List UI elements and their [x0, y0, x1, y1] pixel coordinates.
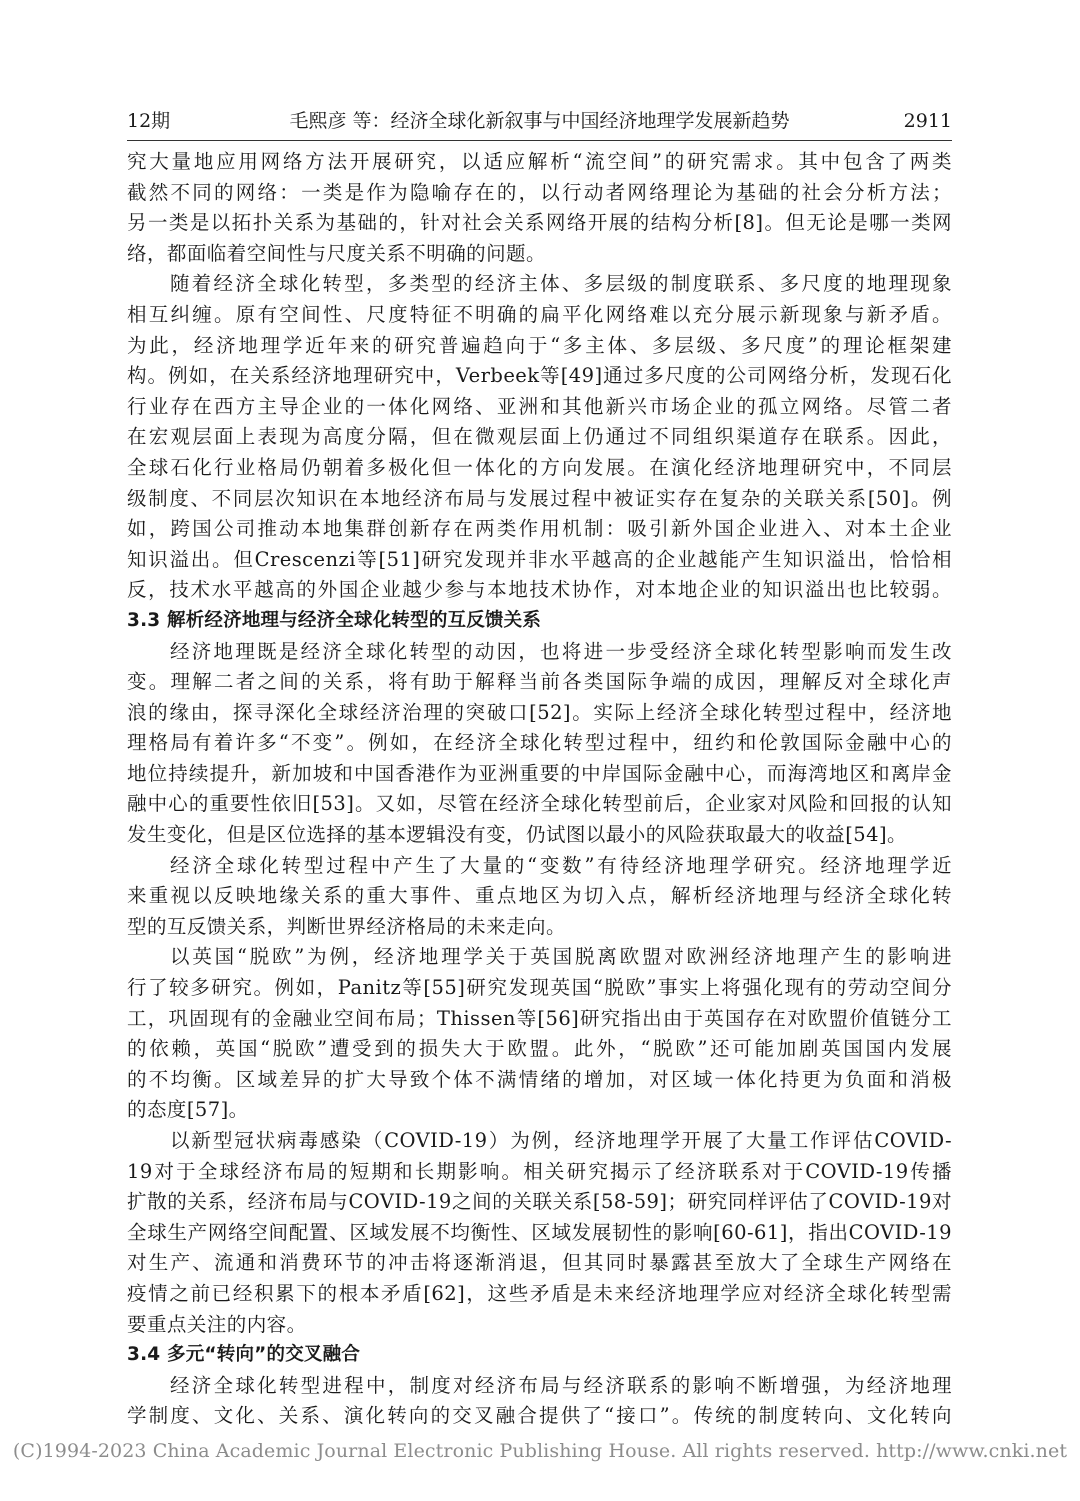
text-line: 相互纠缠。原有空间性、尺度特征不明确的扁平化网络难以充分展示新现象与新矛盾。 [127, 302, 952, 326]
section-heading: 3.3 解析经济地理与经济全球化转型的互反馈关系 [127, 609, 542, 631]
text-line: 来重视以反映地缘关系的重大事件、重点地区为切入点，解析经济地理与经济全球化转 [127, 884, 952, 908]
text-line: 的不均衡。区域差异的扩大导致个体不满情绪的增加，对区域一体化持更为负面和消极 [127, 1067, 952, 1091]
text-line: 以新型冠状病毒感染（COVID-19）为例，经济地理学开展了大量工作评估COVID- [170, 1129, 952, 1152]
text-line: 型的互反馈关系，判断世界经济格局的未来走向。 [127, 914, 566, 938]
text-line: 地位持续提升，新加坡和中国香港作为亚洲重要的中岸国际金融中心，而海湾地区和离岸金 [127, 761, 952, 785]
text-line: 经济全球化转型过程中产生了大量的“变数”有待经济地理学研究。经济地理学近 [170, 853, 952, 877]
text-line: 扩散的关系，经济布局与COVID-19之间的关联关系[58-59]；研究同样评估了COVID-19对 [127, 1190, 952, 1214]
text-line: 工，巩固现有的金融业空间布局；Thissen等[56]研究指出由于英国存在对欧盟价值链分工 [127, 1006, 952, 1030]
text-line: 疫情之前已经积累下的根本矛盾[62]，这些矛盾是未来经济地理学应对经济全球化转型需 [127, 1281, 952, 1305]
article-body [127, 147, 952, 1432]
text-line: 融中心的重要性依旧[53]。又如，尽管在经济全球化转型前后，企业家对风险和回报的认知 [127, 792, 952, 816]
text-line: 19对于全球经济布局的短期和长期影响。相关研究揭示了经济联系对于COVID-19传播 [127, 1159, 952, 1183]
text-line: 行业存在西方主导企业的一体化网络、亚洲和其他新兴市场企业的孤立网络。尽管二者 [127, 394, 952, 418]
copyright-footer: (C)1994-2023 China Academic Journal Electronic Publishing House. All rights reserved. http://www.cnki.net [12, 1440, 1068, 1462]
section-heading: 3.4 多元“转向”的交叉融合 [127, 1344, 361, 1366]
text-line: 随着经济全球化转型，多类型的经济主体、多层级的制度联系、多尺度的地理现象 [170, 272, 952, 296]
running-header [127, 104, 952, 138]
text-line: 为此，经济地理学近年来的研究普遍趋向于“多主体、多层级、多尺度”的理论框架建 [127, 333, 952, 357]
text-line: 理格局有着许多“不变”。例如，在经济全球化转型过程中，纽约和伦敦国际金融中心的 [127, 731, 952, 755]
text-line: 发生变化，但是区位选择的基本逻辑没有变，仍试图以最小的风险获取最大的收益[54]。 [127, 823, 907, 847]
text-line: 以英国“脱欧”为例，经济地理学关于英国脱离欧盟对欧洲经济地理产生的影响进 [170, 945, 952, 969]
text-line: 行了较多研究。例如，Panitz等[55]研究发现英国“脱欧”事实上将强化现有的劳动空间分 [127, 976, 952, 1000]
text-line: 知识溢出。但Crescenzi等[51]研究发现并非水平越高的企业越能产生知识溢出，恰恰相 [127, 547, 952, 571]
text-line: 级制度、不同层次知识在本地经济布局与发展过程中被证实存在复杂的关联关系[50]。例 [127, 486, 952, 510]
header-rule [127, 140, 952, 141]
text-line: 的依赖，英国“脱欧”遭受到的损失大于欧盟。此外，“脱欧”还可能加剧英国国内发展 [127, 1037, 952, 1061]
text-line: 截然不同的网络：一类是作为隐喻存在的，以行动者网络理论为基础的社会分析方法； [127, 180, 952, 204]
issue-label: 12期 [127, 110, 171, 132]
text-line: 络，都面临着空间性与尺度关系不明确的问题。 [127, 241, 546, 265]
text-line: 究大量地应用网络方法开展研究，以适应解析“流空间”的研究需求。其中包含了两类 [127, 150, 952, 173]
text-line: 在宏观层面上表现为高度分隔，但在微观层面上仍通过不同组织渠道存在联系。因此， [127, 425, 952, 449]
page-number: 2911 [903, 110, 952, 132]
text-line: 浪的缘由，探寻深化全球经济治理的突破口[52]。实际上经济全球化转型过程中，经济地 [127, 700, 952, 724]
text-line: 要重点关注的内容。 [127, 1312, 307, 1336]
text-line: 全球生产网络空间配置、区域发展不均衡性、区域发展韧性的影响[60-61]，指出COVID-19 [127, 1220, 952, 1244]
text-line: 对生产、流通和消费环节的冲击将逐渐消退，但其同时暴露甚至放大了全球生产网络在 [127, 1251, 952, 1275]
text-line: 变。理解二者之间的关系，将有助于解释当前各类国际争端的成因，理解反对全球化声 [127, 670, 952, 694]
text-line: 另一类是以拓扑关系为基础的，针对社会关系网络开展的结构分析[8]。但无论是哪一类网 [127, 211, 952, 235]
text-line: 经济全球化转型进程中，制度对经济布局与经济联系的影响不断增强，为经济地理 [170, 1373, 952, 1397]
text-line: 如，跨国公司推动本地集群创新存在两类作用机制：吸引新外国企业进入、对本土企业 [127, 517, 952, 541]
text-line: 学制度、文化、关系、演化转向的交叉融合提供了“接口”。传统的制度转向、文化转向 [127, 1404, 952, 1428]
text-line: 反，技术水平越高的外国企业越少参与本地技术协作，对本地企业的知识溢出也比较弱。 [127, 578, 952, 602]
running-title: 毛熙彦 等：经济全球化新叙事与中国经济地理学发展新趋势 [289, 110, 790, 132]
text-line: 全球石化行业格局仍朝着多极化但一体化的方向发展。在演化经济地理研究中，不同层 [127, 455, 952, 479]
text-line: 构。例如，在关系经济地理研究中，Verbeek等[49]通过多尺度的公司网络分析，发现石化 [127, 364, 952, 388]
text-line: 经济地理既是经济全球化转型的动因，也将进一步受经济全球化转型影响而发生改 [170, 639, 952, 663]
text-line: 的态度[57]。 [127, 1098, 249, 1122]
